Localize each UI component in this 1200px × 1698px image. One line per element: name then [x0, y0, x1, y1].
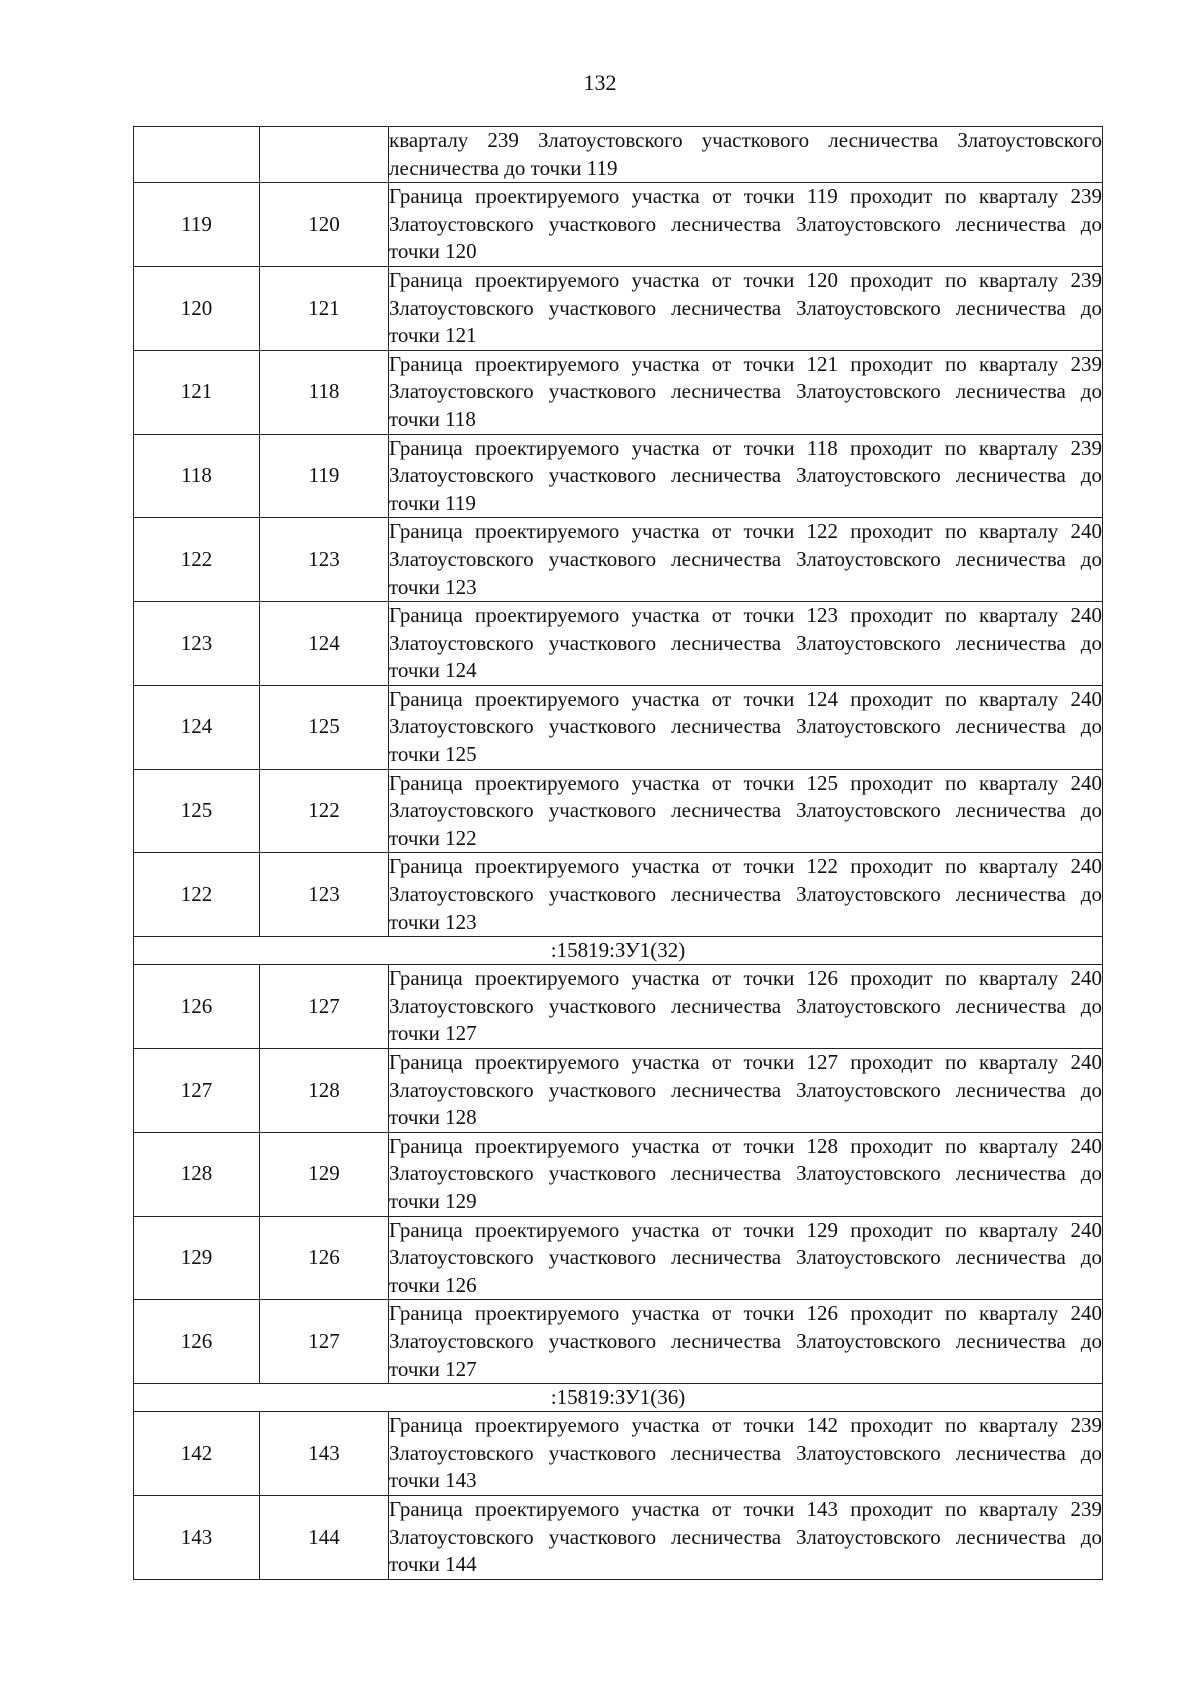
table-row: [134, 266, 1103, 350]
to-point-cell: 121: [260, 266, 389, 350]
table-row: [134, 1495, 1103, 1579]
table-row: [134, 602, 1103, 686]
from-point-cell: 126: [134, 1300, 260, 1384]
section-header-row: [134, 937, 1103, 965]
table-row: [134, 350, 1103, 434]
from-point-cell: 127: [134, 1049, 260, 1133]
description-cell: Граница проектируемого участка от точки 124 проходит по кварталу 240 Златоустовского участкового лесничества Златоустовского лесничества до точки 125: [389, 685, 1103, 769]
page-number: 132: [583, 70, 617, 95]
description-cell: Граница проектируемого участка от точки 126 проходит по кварталу 240 Златоустовского участкового лесничества Златоустовского лесничества до точки 127: [389, 1300, 1103, 1384]
to-point-cell: 119: [260, 434, 389, 518]
from-point-cell: 122: [134, 518, 260, 602]
description-cell: Граница проектируемого участка от точки 118 проходит по кварталу 239 Златоустовского участкового лесничества Златоустовского лесничества до точки 119: [389, 434, 1103, 518]
to-point-cell: 125: [260, 685, 389, 769]
to-point-cell: 128: [260, 1049, 389, 1133]
from-point-cell: 122: [134, 853, 260, 937]
from-point-cell: 142: [134, 1412, 260, 1496]
from-point-cell: 128: [134, 1132, 260, 1216]
from-point-cell: 118: [134, 434, 260, 518]
section-header-row: [134, 1384, 1103, 1412]
from-point-cell: 124: [134, 685, 260, 769]
table-row: [134, 1300, 1103, 1384]
description-cell: Граница проектируемого участка от точки 122 проходит по кварталу 240 Златоустовского участкового лесничества Златоустовского лесничества до точки 123: [389, 853, 1103, 937]
to-point-cell: 123: [260, 518, 389, 602]
table-row: [134, 127, 1103, 183]
to-point-cell: 118: [260, 350, 389, 434]
to-point-cell: 144: [260, 1495, 389, 1579]
table-row: [134, 434, 1103, 518]
description-cell: Граница проектируемого участка от точки 122 проходит по кварталу 240 Златоустовского участкового лесничества Златоустовского лесничества до точки 123: [389, 518, 1103, 602]
description-cell: Граница проектируемого участка от точки 126 проходит по кварталу 240 Златоустовского участкового лесничества Златоустовского лесничества до точки 127: [389, 965, 1103, 1049]
to-point-cell: 120: [260, 183, 389, 267]
description-cell: Граница проектируемого участка от точки 121 проходит по кварталу 239 Златоустовского участкового лесничества Златоустовского лесничества до точки 118: [389, 350, 1103, 434]
table-row: [134, 685, 1103, 769]
table-row: [134, 1049, 1103, 1133]
to-point-cell: 127: [260, 1300, 389, 1384]
to-point-cell: 143: [260, 1412, 389, 1496]
to-point-cell: 126: [260, 1216, 389, 1300]
description-cell: Граница проектируемого участка от точки 119 проходит по кварталу 239 Златоустовского участкового лесничества Златоустовского лесничества до точки 120: [389, 183, 1103, 267]
table-body: [134, 127, 1103, 1580]
table-row: [134, 965, 1103, 1049]
description-cell: Граница проектируемого участка от точки 123 проходит по кварталу 240 Златоустовского участкового лесничества Златоустовского лесничества до точки 124: [389, 602, 1103, 686]
from-point-cell: 125: [134, 769, 260, 853]
description-cell: Граница проектируемого участка от точки 142 проходит по кварталу 239 Златоустовского участкового лесничества Златоустовского лесничества до точки 143: [389, 1412, 1103, 1496]
to-point-cell: 124: [260, 602, 389, 686]
description-cell: Граница проектируемого участка от точки 128 проходит по кварталу 240 Златоустовского участкового лесничества Златоустовского лесничества до точки 129: [389, 1132, 1103, 1216]
from-point-cell: 119: [134, 183, 260, 267]
to-point-cell: 129: [260, 1132, 389, 1216]
description-cell: Граница проектируемого участка от точки 129 проходит по кварталу 240 Златоустовского участкового лесничества Златоустовского лесничества до точки 126: [389, 1216, 1103, 1300]
description-cell: Граница проектируемого участка от точки 127 проходит по кварталу 240 Златоустовского участкового лесничества Златоустовского лесничества до точки 128: [389, 1049, 1103, 1133]
description-cell: Граница проектируемого участка от точки 125 проходит по кварталу 240 Златоустовского участкового лесничества Златоустовского лесничества до точки 122: [389, 769, 1103, 853]
from-point-cell: 120: [134, 266, 260, 350]
from-point-cell: 143: [134, 1495, 260, 1579]
to-point-cell: 123: [260, 853, 389, 937]
from-point-cell: 129: [134, 1216, 260, 1300]
section-title: :15819:ЗУ1(36): [134, 1384, 1103, 1412]
table-row: [134, 183, 1103, 267]
to-point-cell: [260, 127, 389, 183]
from-point-cell: 126: [134, 965, 260, 1049]
to-point-cell: 122: [260, 769, 389, 853]
to-point-cell: 127: [260, 965, 389, 1049]
table-row: [134, 1412, 1103, 1496]
table-row: [134, 1132, 1103, 1216]
table-row: [134, 518, 1103, 602]
table-row: [134, 769, 1103, 853]
from-point-cell: [134, 127, 260, 183]
from-point-cell: 123: [134, 602, 260, 686]
description-cell: кварталу 239 Златоустовского участкового лесничества Златоустовского лесничества до точки 119: [389, 127, 1103, 183]
table-row: [134, 853, 1103, 937]
description-cell: Граница проектируемого участка от точки 143 проходит по кварталу 239 Златоустовского участкового лесничества Златоустовского лесничества до точки 144: [389, 1495, 1103, 1579]
from-point-cell: 121: [134, 350, 260, 434]
boundary-description-table: [133, 126, 1103, 1580]
section-title: :15819:ЗУ1(32): [134, 937, 1103, 965]
table-row: [134, 1216, 1103, 1300]
description-cell: Граница проектируемого участка от точки 120 проходит по кварталу 239 Златоустовского участкового лесничества Златоустовского лесничества до точки 121: [389, 266, 1103, 350]
